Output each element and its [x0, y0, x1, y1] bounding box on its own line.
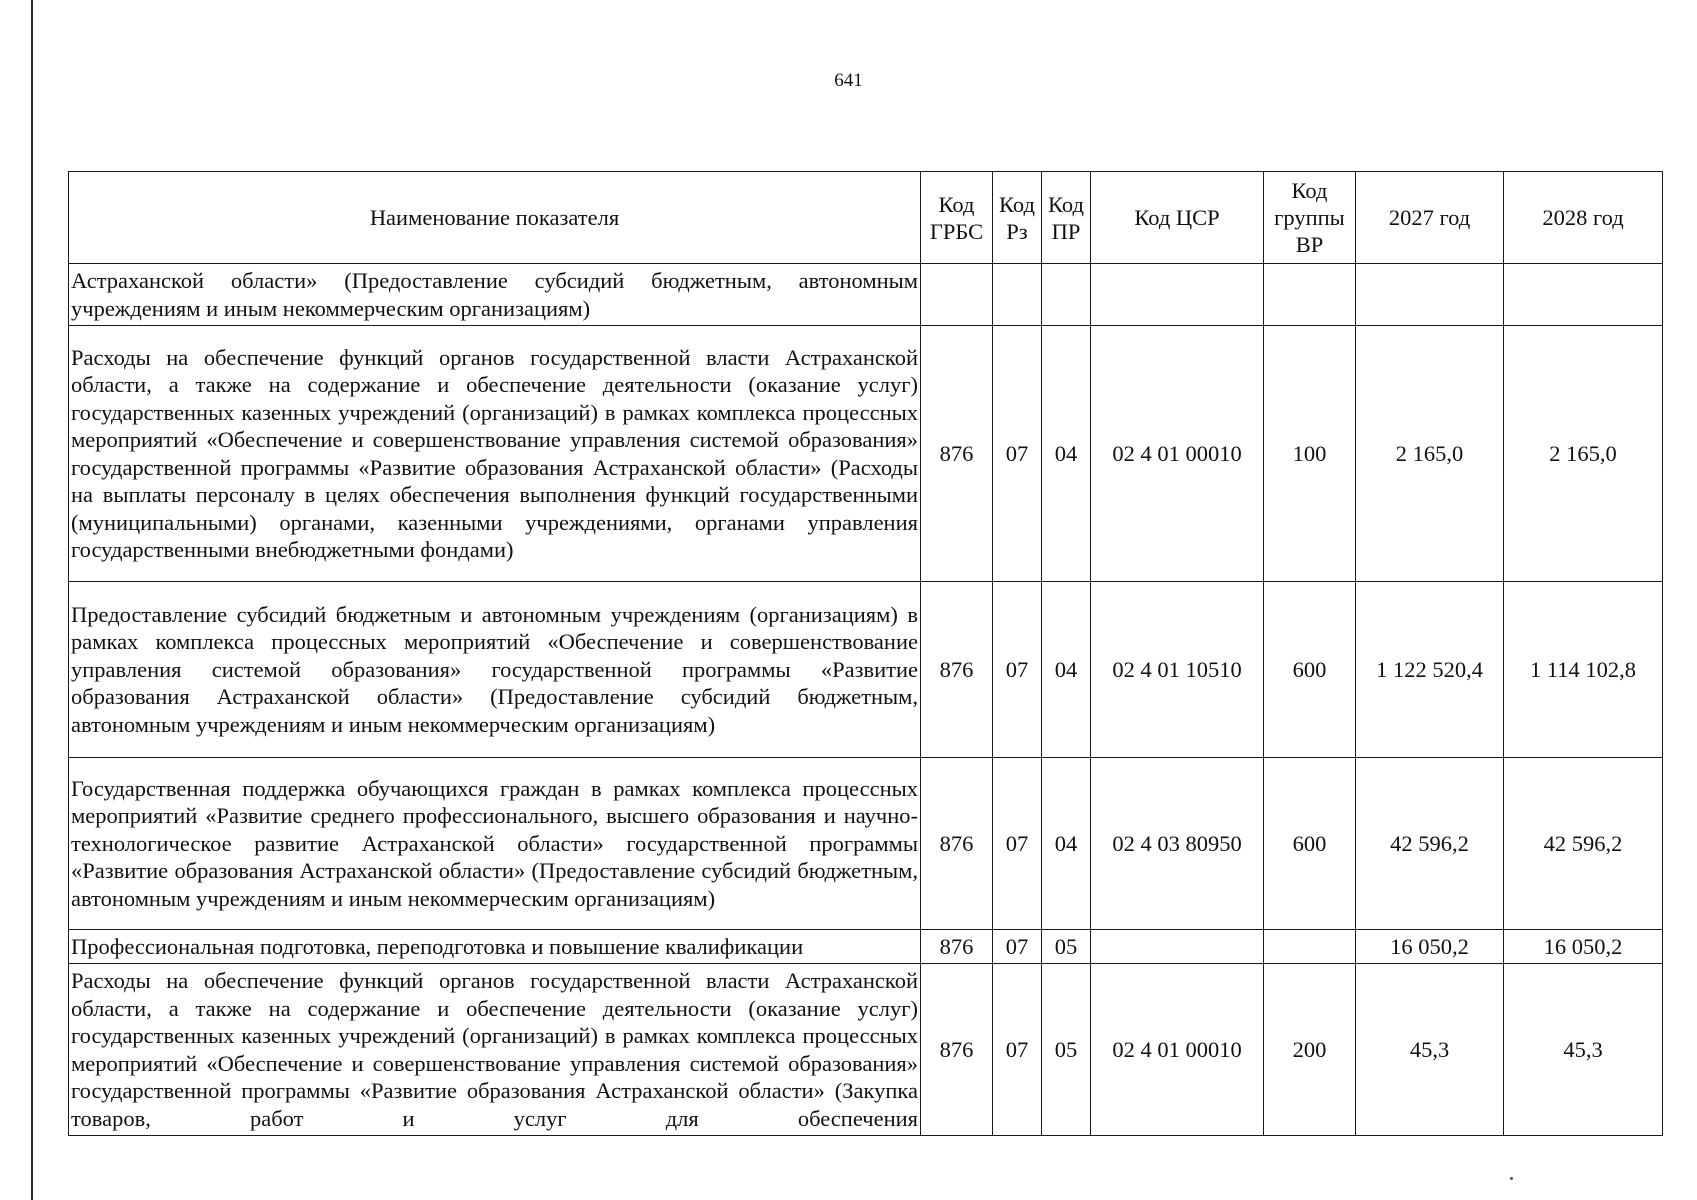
row-name: Государственная поддержка обучающихся граждан в рамках комплекса процессных мероприятий «Развитие среднего профессионального, высшего образования и научно-технологическое развитие Астраханской области» государственной программы «Развитие образования Астраханской области» (Предоставление субсидий бюджетным, автономным учреждениям и иным некоммерческим организациям)	[69, 758, 921, 930]
header-name: Наименование показателя	[69, 172, 921, 264]
row-pr: 05	[1042, 930, 1091, 964]
row-2027: 1 122 520,4	[1356, 582, 1504, 758]
row-2027	[1356, 264, 1504, 326]
row-pr: 04	[1042, 758, 1091, 930]
row-2027: 2 165,0	[1356, 326, 1504, 582]
row-2027: 45,3	[1356, 964, 1504, 1136]
header-grbs: Код ГРБС	[921, 172, 993, 264]
header-2027: 2027 год	[1356, 172, 1504, 264]
row-vr: 100	[1264, 326, 1356, 582]
row-grbs: 876	[921, 326, 993, 582]
scan-speck	[1510, 1177, 1513, 1180]
header-csr: Код ЦСР	[1091, 172, 1264, 264]
row-rz: 07	[993, 930, 1042, 964]
row-2027: 42 596,2	[1356, 758, 1504, 930]
row-csr	[1091, 930, 1264, 964]
row-vr: 600	[1264, 758, 1356, 930]
table-header-row	[69, 172, 1663, 264]
row-grbs: 876	[921, 758, 993, 930]
row-vr	[1264, 264, 1356, 326]
row-grbs: 876	[921, 582, 993, 758]
page-number: 641	[834, 70, 863, 91]
header-vr: Код группы ВР	[1264, 172, 1356, 264]
table-row	[69, 964, 1663, 1136]
row-name: Астраханской области» (Предоставление субсидий бюджетным, автономным учреждениям и иным некоммерческим организациям)	[69, 264, 921, 326]
row-2028: 42 596,2	[1504, 758, 1663, 930]
row-csr: 02 4 01 00010	[1091, 964, 1264, 1136]
table-row	[69, 264, 1663, 326]
binding-margin-line	[31, 0, 33, 1200]
row-2028	[1504, 264, 1663, 326]
row-2028: 1 114 102,8	[1504, 582, 1663, 758]
row-pr	[1042, 264, 1091, 326]
row-rz	[993, 264, 1042, 326]
row-name: Профессиональная подготовка, переподготовка и повышение квалификации	[69, 930, 921, 964]
row-name: Расходы на обеспечение функций органов государственной власти Астраханской области, а также на содержание и обеспечение деятельности (оказание услуг) государственных казенных учреждений (организаций) в рамках комплекса процессных мероприятий «Обеспечение и совершенствование управления системой образования» государственной программы «Развитие образования Астраханской области» (Расходы на выплаты персоналу в целях обеспечения выполнения функций государственными (муниципальными) органами, казенными учреждениями, органами управления государственными внебюджетными фондами)	[69, 326, 921, 582]
table-row	[69, 326, 1663, 582]
row-csr: 02 4 01 10510	[1091, 582, 1264, 758]
row-rz: 07	[993, 582, 1042, 758]
row-rz: 07	[993, 326, 1042, 582]
row-csr: 02 4 01 00010	[1091, 326, 1264, 582]
row-vr: 200	[1264, 964, 1356, 1136]
row-2027: 16 050,2	[1356, 930, 1504, 964]
row-pr: 04	[1042, 326, 1091, 582]
header-pr: Код ПР	[1042, 172, 1091, 264]
row-2028: 2 165,0	[1504, 326, 1663, 582]
row-csr: 02 4 03 80950	[1091, 758, 1264, 930]
row-pr: 05	[1042, 964, 1091, 1136]
table-row	[69, 758, 1663, 930]
row-rz: 07	[993, 964, 1042, 1136]
budget-table	[68, 171, 1663, 1136]
row-csr	[1091, 264, 1264, 326]
row-grbs: 876	[921, 964, 993, 1136]
row-2028: 45,3	[1504, 964, 1663, 1136]
row-name: Расходы на обеспечение функций органов государственной власти Астраханской области, а также на содержание и обеспечение деятельности (оказание услуг) государственных казенных учреждений (организаций) в рамках комплекса процессных мероприятий «Обеспечение и совершенствование управления системой образования» государственной программы «Развитие образования Астраханской области» (Закупка товаров, работ и услуг для обеспечения	[69, 964, 921, 1136]
row-rz: 07	[993, 758, 1042, 930]
row-pr: 04	[1042, 582, 1091, 758]
table-row	[69, 582, 1663, 758]
row-vr	[1264, 930, 1356, 964]
row-2028: 16 050,2	[1504, 930, 1663, 964]
row-grbs	[921, 264, 993, 326]
row-name: Предоставление субсидий бюджетным и автономным учреждениям (организациям) в рамках комплекса процессных мероприятий «Обеспечение и совершенствование управления системой образования» государственной программы «Развитие образования Астраханской области» (Предоставление субсидий бюджетным, автономным учреждениям и иным некоммерческим организациям)	[69, 582, 921, 758]
header-2028: 2028 год	[1504, 172, 1663, 264]
row-grbs: 876	[921, 930, 993, 964]
table-row	[69, 930, 1663, 964]
row-vr: 600	[1264, 582, 1356, 758]
header-rz: Код Рз	[993, 172, 1042, 264]
